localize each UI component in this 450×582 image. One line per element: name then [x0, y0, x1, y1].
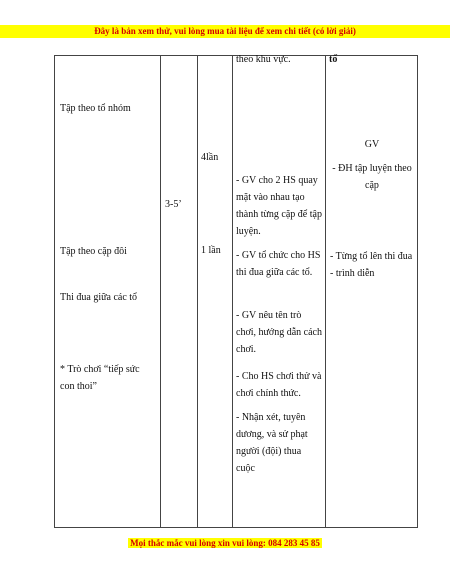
- student-formation: - ĐH tập luyện theo cặp: [332, 163, 412, 191]
- teacher-activity-item: - Cho HS chơi thử và chơi chính thức.: [236, 371, 322, 399]
- teacher-activity-item: - GV nêu tên trò chơi, hướng dẫn cách chơi.: [236, 310, 322, 355]
- time-value: 3-5’: [165, 199, 182, 210]
- column-divider: [197, 56, 198, 527]
- teacher-activity-item: - Nhận xét, tuyên dương, và sử phạt người (đội) thua cuộc: [236, 412, 308, 474]
- repetitions-group: 4lần: [201, 152, 219, 163]
- exercise-team-competition: Thi đua giữa các tổ: [60, 292, 138, 303]
- contact-banner: Mọi thắc mắc vui lòng xin vui lòng: 084 283 45 85: [130, 538, 320, 548]
- teacher-activity-continued: theo khu vực.: [236, 54, 291, 65]
- column-divider: [325, 56, 326, 527]
- student-activity-continued: tổ: [329, 54, 338, 65]
- exercise-game: * Trò chơi “tiếp sức con thoi”: [60, 364, 140, 392]
- lesson-table: [54, 55, 418, 528]
- column-divider: [160, 56, 161, 527]
- exercise-pair-practice: Tập theo cặp đôi: [60, 246, 127, 257]
- teacher-label: GV: [364, 139, 380, 150]
- student-team-competition: - Từng tổ lên thi đua - trình diễn: [330, 251, 413, 279]
- preview-banner: Đây là bản xem thử, vui lòng mua tài liệu để xem chi tiết (có lời giải): [0, 25, 450, 38]
- repetitions-pair: 1 lần: [201, 245, 221, 256]
- teacher-activity-item: - GV cho 2 HS quay mặt vào nhau tạo thành từng cặp để tập luyện.: [236, 175, 322, 237]
- column-divider: [232, 56, 233, 527]
- teacher-activity-item: - GV tổ chức cho HS thi đua giữa các tổ.: [236, 250, 321, 278]
- exercise-group-practice: Tập theo tổ nhóm: [60, 103, 131, 114]
